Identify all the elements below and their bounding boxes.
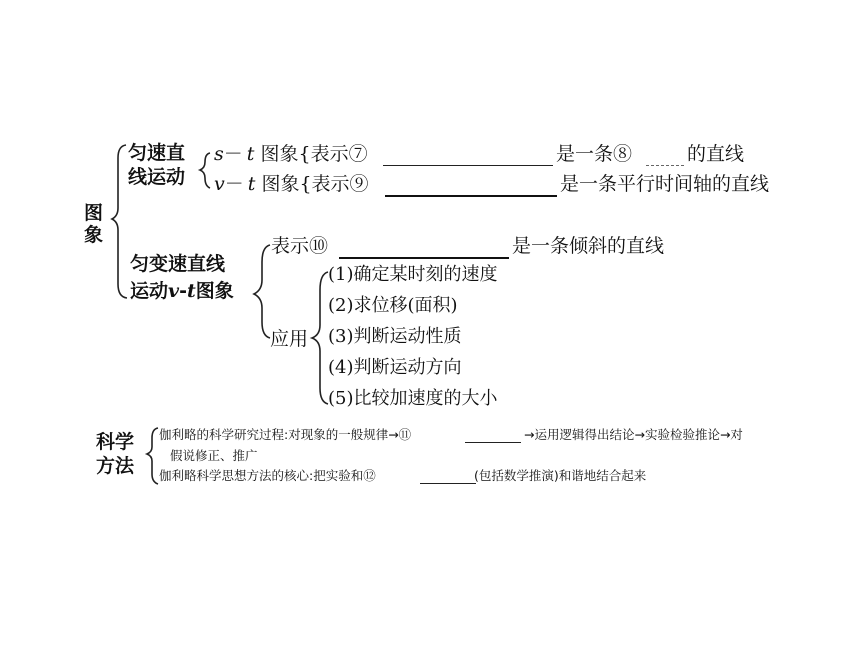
vt-brace: { — [299, 173, 312, 195]
apply-item-2: (2)求位移(面积) — [328, 295, 458, 316]
variable-label-dash: - — [179, 280, 187, 302]
vt-t: t — [247, 173, 256, 195]
method-line3b: (包括数学推演)和谐地结合起来 — [474, 468, 647, 483]
uniform-label: 匀速直 线运动 — [128, 142, 186, 188]
st-suffix: 图象 — [260, 143, 299, 165]
variable-label-t: t — [186, 280, 196, 302]
variable-brace — [254, 245, 270, 338]
apply-item-1: (1)确定某时刻的速度 — [328, 264, 498, 285]
vt-row — [214, 175, 369, 194]
variable-label-a: 运动 — [130, 280, 169, 302]
method-line1b: →运用逻辑得出结论→实验检验推论→对 — [524, 427, 743, 442]
st-dash: － — [223, 143, 243, 165]
st-t: t — [246, 143, 255, 165]
uniform-brace — [200, 153, 210, 188]
variable-label-v: v — [168, 280, 180, 302]
blank-12 — [420, 483, 476, 484]
main-brace — [112, 145, 127, 298]
blank-10 — [339, 257, 509, 259]
variable-label-line2 — [130, 282, 234, 301]
vt-dash: － — [224, 173, 244, 195]
tu-xiang-label: 图 象 — [84, 202, 104, 246]
method-line3a: 伽利略科学思想方法的核心:把实验和⑫ — [159, 468, 376, 483]
apply-item-5: (5)比较加速度的大小 — [328, 388, 498, 409]
vt-suffix: 图象 — [261, 173, 300, 195]
st-show: 表示⑦ — [310, 143, 368, 165]
apply-label: 应用 — [270, 328, 309, 350]
variable-show: 表示⑩ — [271, 235, 329, 257]
method-brace — [147, 428, 158, 484]
variable-label-b: 图象 — [195, 280, 234, 302]
st-var: s — [214, 143, 224, 165]
apply-item-3: (3)判断运动性质 — [328, 326, 462, 347]
method-label: 科学 方法 — [96, 431, 135, 477]
st-after2: 的直线 — [687, 143, 745, 165]
apply-item-4: (4)判断运动方向 — [328, 357, 462, 378]
st-after: 是一条⑧ — [556, 143, 633, 165]
method-line1a: 伽利略的科学研究过程:对现象的一般规律→⑪ — [159, 427, 412, 442]
st-brace: { — [298, 143, 311, 165]
vt-show: 表示⑨ — [311, 173, 369, 195]
variable-label-line1: 匀变速直线 — [130, 253, 226, 275]
method-line2: 假说修正、推广 — [170, 448, 258, 463]
blank-9 — [385, 195, 557, 197]
apply-brace — [312, 272, 328, 404]
blank-11 — [465, 442, 521, 443]
variable-after: 是一条倾斜的直线 — [512, 235, 665, 257]
st-row — [214, 145, 368, 164]
blank-7 — [383, 165, 553, 166]
vt-after: 是一条平行时间轴的直线 — [560, 173, 770, 195]
vt-var: v — [214, 173, 225, 195]
blank-8 — [646, 165, 684, 166]
